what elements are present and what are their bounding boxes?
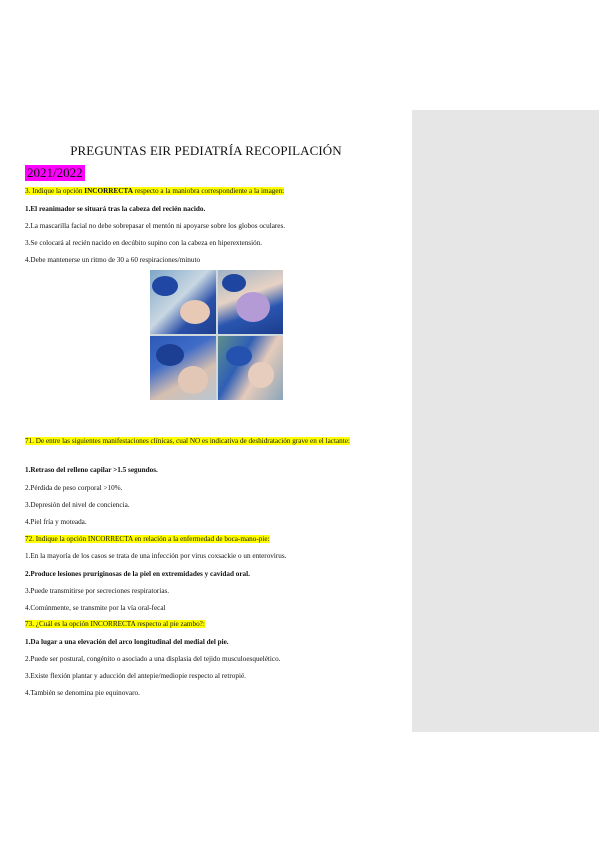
question-3-option-1: 1.El reanimador se situará tras la cabeza del recién nacido. bbox=[25, 205, 206, 213]
resuscitation-photo-collage bbox=[150, 270, 283, 400]
photo-bottom-left bbox=[150, 336, 216, 400]
document-title: PREGUNTAS EIR PEDIATRÍA RECOPILACIÓN bbox=[70, 143, 342, 158]
question-71-option-2: 2.Pérdida de peso corporal >10%. bbox=[25, 484, 123, 492]
question-3-stem-suffix: respecto a la maniobra correspondiente a la imagen: bbox=[132, 187, 285, 195]
question-3-stem-prefix: 3. Indique la opción bbox=[25, 187, 85, 195]
photo-bottom-right bbox=[218, 336, 284, 400]
question-71-option-3: 3.Depresión del nivel de conciencia. bbox=[25, 501, 130, 509]
question-72-option-4: 4.Comúnmente, se transmite por la vía oral-fecal bbox=[25, 604, 166, 612]
question-73-option-3: 3.Existe flexión plantar y aducción del antepie/mediopie respecto al retropié. bbox=[25, 672, 246, 680]
year-heading: 2021/2022 bbox=[27, 165, 83, 180]
question-73-stem bbox=[25, 620, 400, 630]
comments-pane bbox=[412, 110, 599, 732]
question-72-option-2: 2.Produce lesiones pruriginosas de la piel en extremidades y cavidad oral. bbox=[25, 570, 250, 578]
question-3-option-4: 4.Debe mantenerse un ritmo de 30 a 60 respiraciones/minuto bbox=[25, 256, 201, 264]
question-71-stem bbox=[25, 437, 400, 447]
photo-top-left bbox=[150, 270, 216, 334]
question-71-stem-text: 71. De entre las siguientes manifestaciones clínicas, cual NO es indicativa de deshidratación grave en el lactante: bbox=[25, 437, 350, 445]
question-73-stem-text: 73. ¿Cuál es la opción INCORRECTA respecto al pie zambo?: bbox=[25, 620, 205, 628]
question-3-stem bbox=[25, 187, 400, 197]
question-73-option-1: 1.Da lugar a una elevación del arco longitudinal del medial del pie. bbox=[25, 638, 229, 646]
question-3-stem-bold: INCORRECTA bbox=[84, 187, 133, 195]
question-72-stem-text: 72. Indique la opción INCORRECTA en relación a la enfermedad de boca-mano-pie: bbox=[25, 535, 270, 543]
question-73-option-4: 4.También se denomina pie equinovaro. bbox=[25, 689, 140, 697]
question-72-option-3: 3.Puede transmitirse por secreciones respiratorias. bbox=[25, 587, 170, 595]
question-71-option-1: 1.Retraso del relleno capilar >1.5 segundos. bbox=[25, 466, 158, 474]
question-72-option-1: 1.En la mayoría de los casos se trata de una infección por virus coxsackie o un enterovirus. bbox=[25, 552, 287, 560]
question-72-stem bbox=[25, 535, 400, 545]
question-3-option-2: 2.La mascarilla facial no debe sobrepasar el mentón ni apoyarse sobre los globos oculares. bbox=[25, 222, 286, 230]
question-71-option-4: 4.Piel fría y moteada. bbox=[25, 518, 87, 526]
question-3-option-3: 3.Se colocará al recién nacido en decúbito supino con la cabeza en hiperextensión. bbox=[25, 239, 263, 247]
photo-top-right bbox=[218, 270, 284, 334]
question-73-option-2: 2.Puede ser postural, congénito o asociado a una displasia del tejido musculoesquelético. bbox=[25, 655, 281, 663]
